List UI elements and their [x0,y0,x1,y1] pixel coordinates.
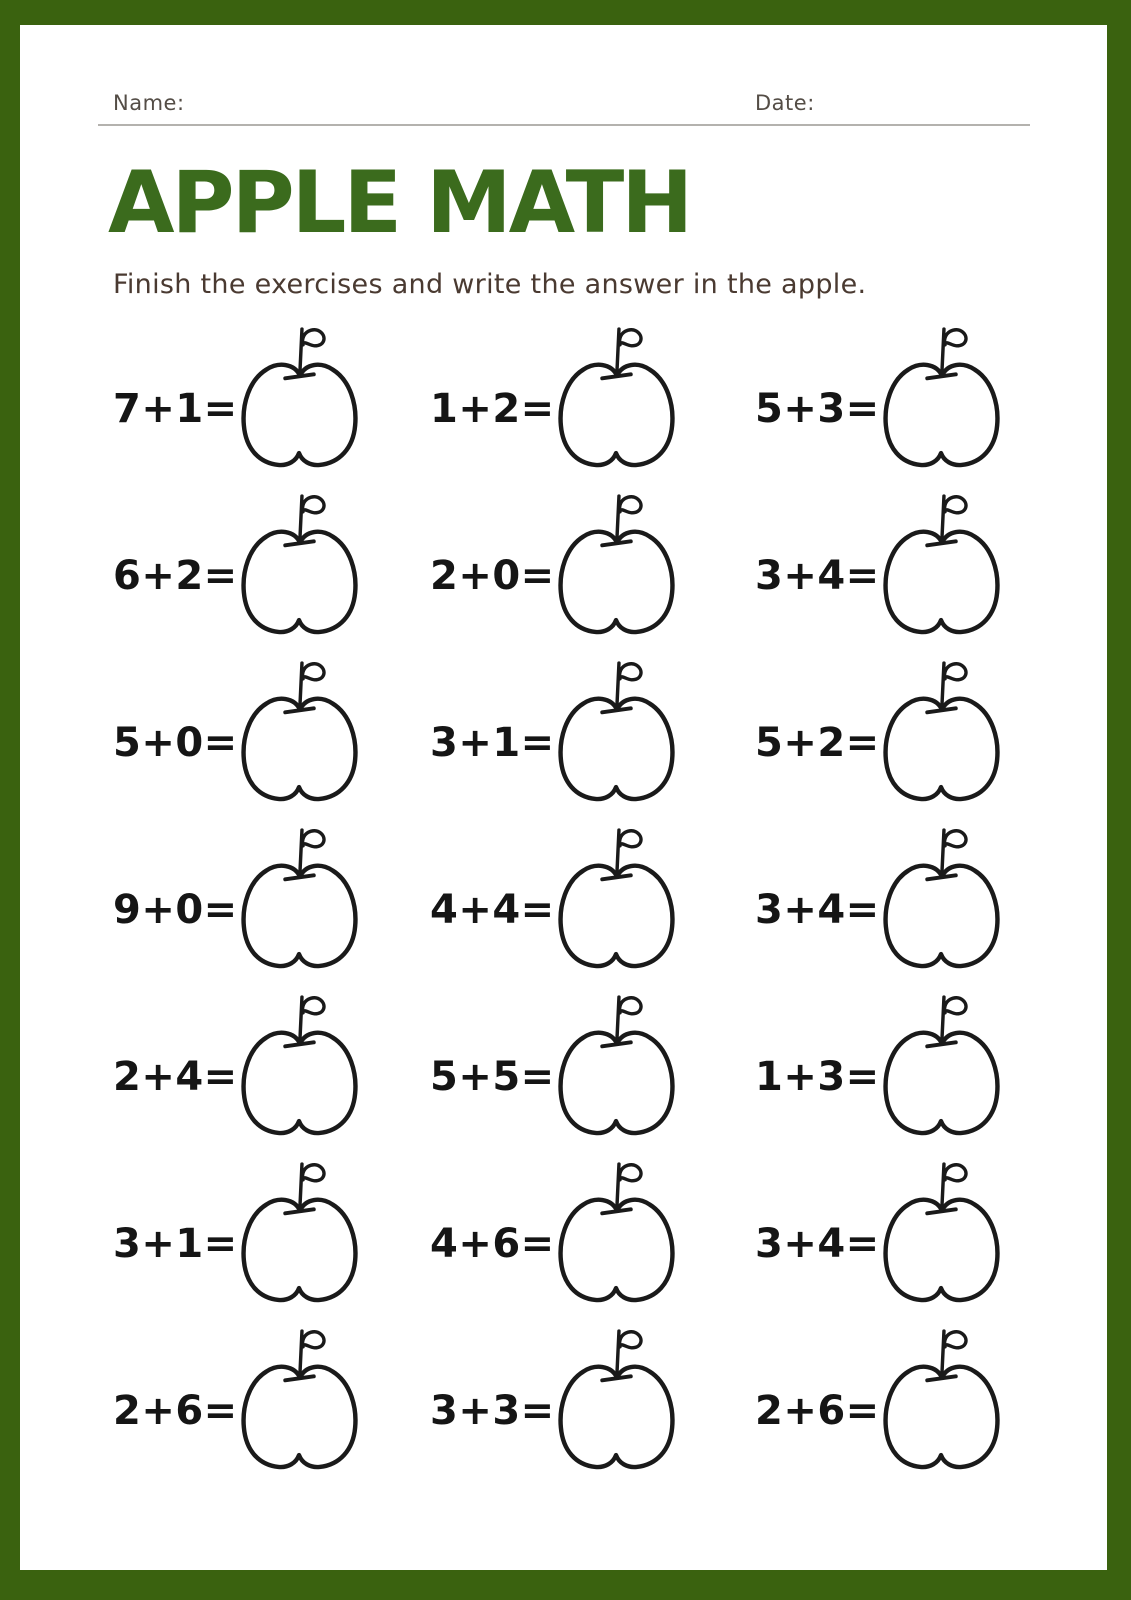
answer-apple[interactable] [237,656,363,806]
problem-cell [755,1160,1107,1327]
apple-outline-icon [879,656,1005,806]
answer-apple[interactable] [237,823,363,973]
problem-cell [430,659,755,826]
answer-apple[interactable] [879,656,1005,806]
answer-apple[interactable] [554,322,680,472]
answer-apple[interactable] [237,489,363,639]
equation-label: 3+1= [113,1220,238,1267]
equation-label: 1+3= [755,1053,880,1100]
apple-outline-icon [879,322,1005,472]
answer-apple[interactable] [879,1157,1005,1307]
answer-apple[interactable] [879,990,1005,1140]
answer-apple[interactable] [237,1324,363,1474]
equation-label: 3+4= [755,552,880,599]
apple-outline-icon [237,322,363,472]
equation-label: 1+2= [430,385,555,432]
equation-label: 3+4= [755,1220,880,1267]
problem-cell [113,659,430,826]
answer-apple[interactable] [879,489,1005,639]
problem-cell [113,492,430,659]
equation-label: 2+0= [430,552,555,599]
answer-apple[interactable] [554,656,680,806]
apple-outline-icon [879,823,1005,973]
equation-label: 5+2= [755,719,880,766]
equation-label: 5+0= [113,719,238,766]
apple-outline-icon [554,1324,680,1474]
apple-outline-icon [237,1324,363,1474]
answer-apple[interactable] [554,1324,680,1474]
problem-cell [113,325,430,492]
problem-cell [113,826,430,993]
equation-label: 3+3= [430,1387,555,1434]
equation-label: 3+4= [755,886,880,933]
problem-cell [430,993,755,1160]
equation-label: 2+6= [113,1387,238,1434]
problem-cell [113,1160,430,1327]
apple-outline-icon [554,322,680,472]
equation-label: 2+6= [755,1387,880,1434]
answer-apple[interactable] [879,823,1005,973]
equation-label: 5+5= [430,1053,555,1100]
problem-cell [430,492,755,659]
problem-cell [430,325,755,492]
apple-outline-icon [554,823,680,973]
problem-cell [755,826,1107,993]
equation-label: 4+6= [430,1220,555,1267]
answer-apple[interactable] [879,322,1005,472]
apple-outline-icon [237,1157,363,1307]
answer-apple[interactable] [554,823,680,973]
equation-label: 5+3= [755,385,880,432]
equation-label: 3+1= [430,719,555,766]
name-date-blank-line[interactable] [98,124,1030,126]
apple-outline-icon [554,656,680,806]
problem-cell [430,1160,755,1327]
apple-outline-icon [237,489,363,639]
page-title: APPLE MATH [108,153,691,253]
equation-label: 7+1= [113,385,238,432]
apple-outline-icon [879,1324,1005,1474]
date-label: Date: [755,91,815,115]
problem-cell [113,993,430,1160]
apple-outline-icon [237,656,363,806]
answer-apple[interactable] [237,322,363,472]
apple-outline-icon [554,1157,680,1307]
problem-cell [430,826,755,993]
problem-cell [113,1327,430,1494]
instructions-text: Finish the exercises and write the answer in the apple. [113,269,867,300]
apple-outline-icon [554,489,680,639]
answer-apple[interactable] [554,990,680,1140]
problem-cell [430,1327,755,1494]
equation-label: 2+4= [113,1053,238,1100]
problem-cell [755,1327,1107,1494]
apple-outline-icon [237,823,363,973]
name-label: Name: [113,91,185,115]
apple-outline-icon [237,990,363,1140]
equation-label: 6+2= [113,552,238,599]
answer-apple[interactable] [554,1157,680,1307]
apple-outline-icon [554,990,680,1140]
problem-cell [755,993,1107,1160]
problem-cell [755,659,1107,826]
apple-outline-icon [879,1157,1005,1307]
answer-apple[interactable] [554,489,680,639]
answer-apple[interactable] [237,990,363,1140]
problem-cell [755,325,1107,492]
problem-cell [755,492,1107,659]
apple-outline-icon [879,990,1005,1140]
apple-outline-icon [879,489,1005,639]
equation-label: 9+0= [113,886,238,933]
worksheet-grid [20,325,1107,1494]
equation-label: 4+4= [430,886,555,933]
page-border [20,25,1107,1570]
answer-apple[interactable] [237,1157,363,1307]
answer-apple[interactable] [879,1324,1005,1474]
